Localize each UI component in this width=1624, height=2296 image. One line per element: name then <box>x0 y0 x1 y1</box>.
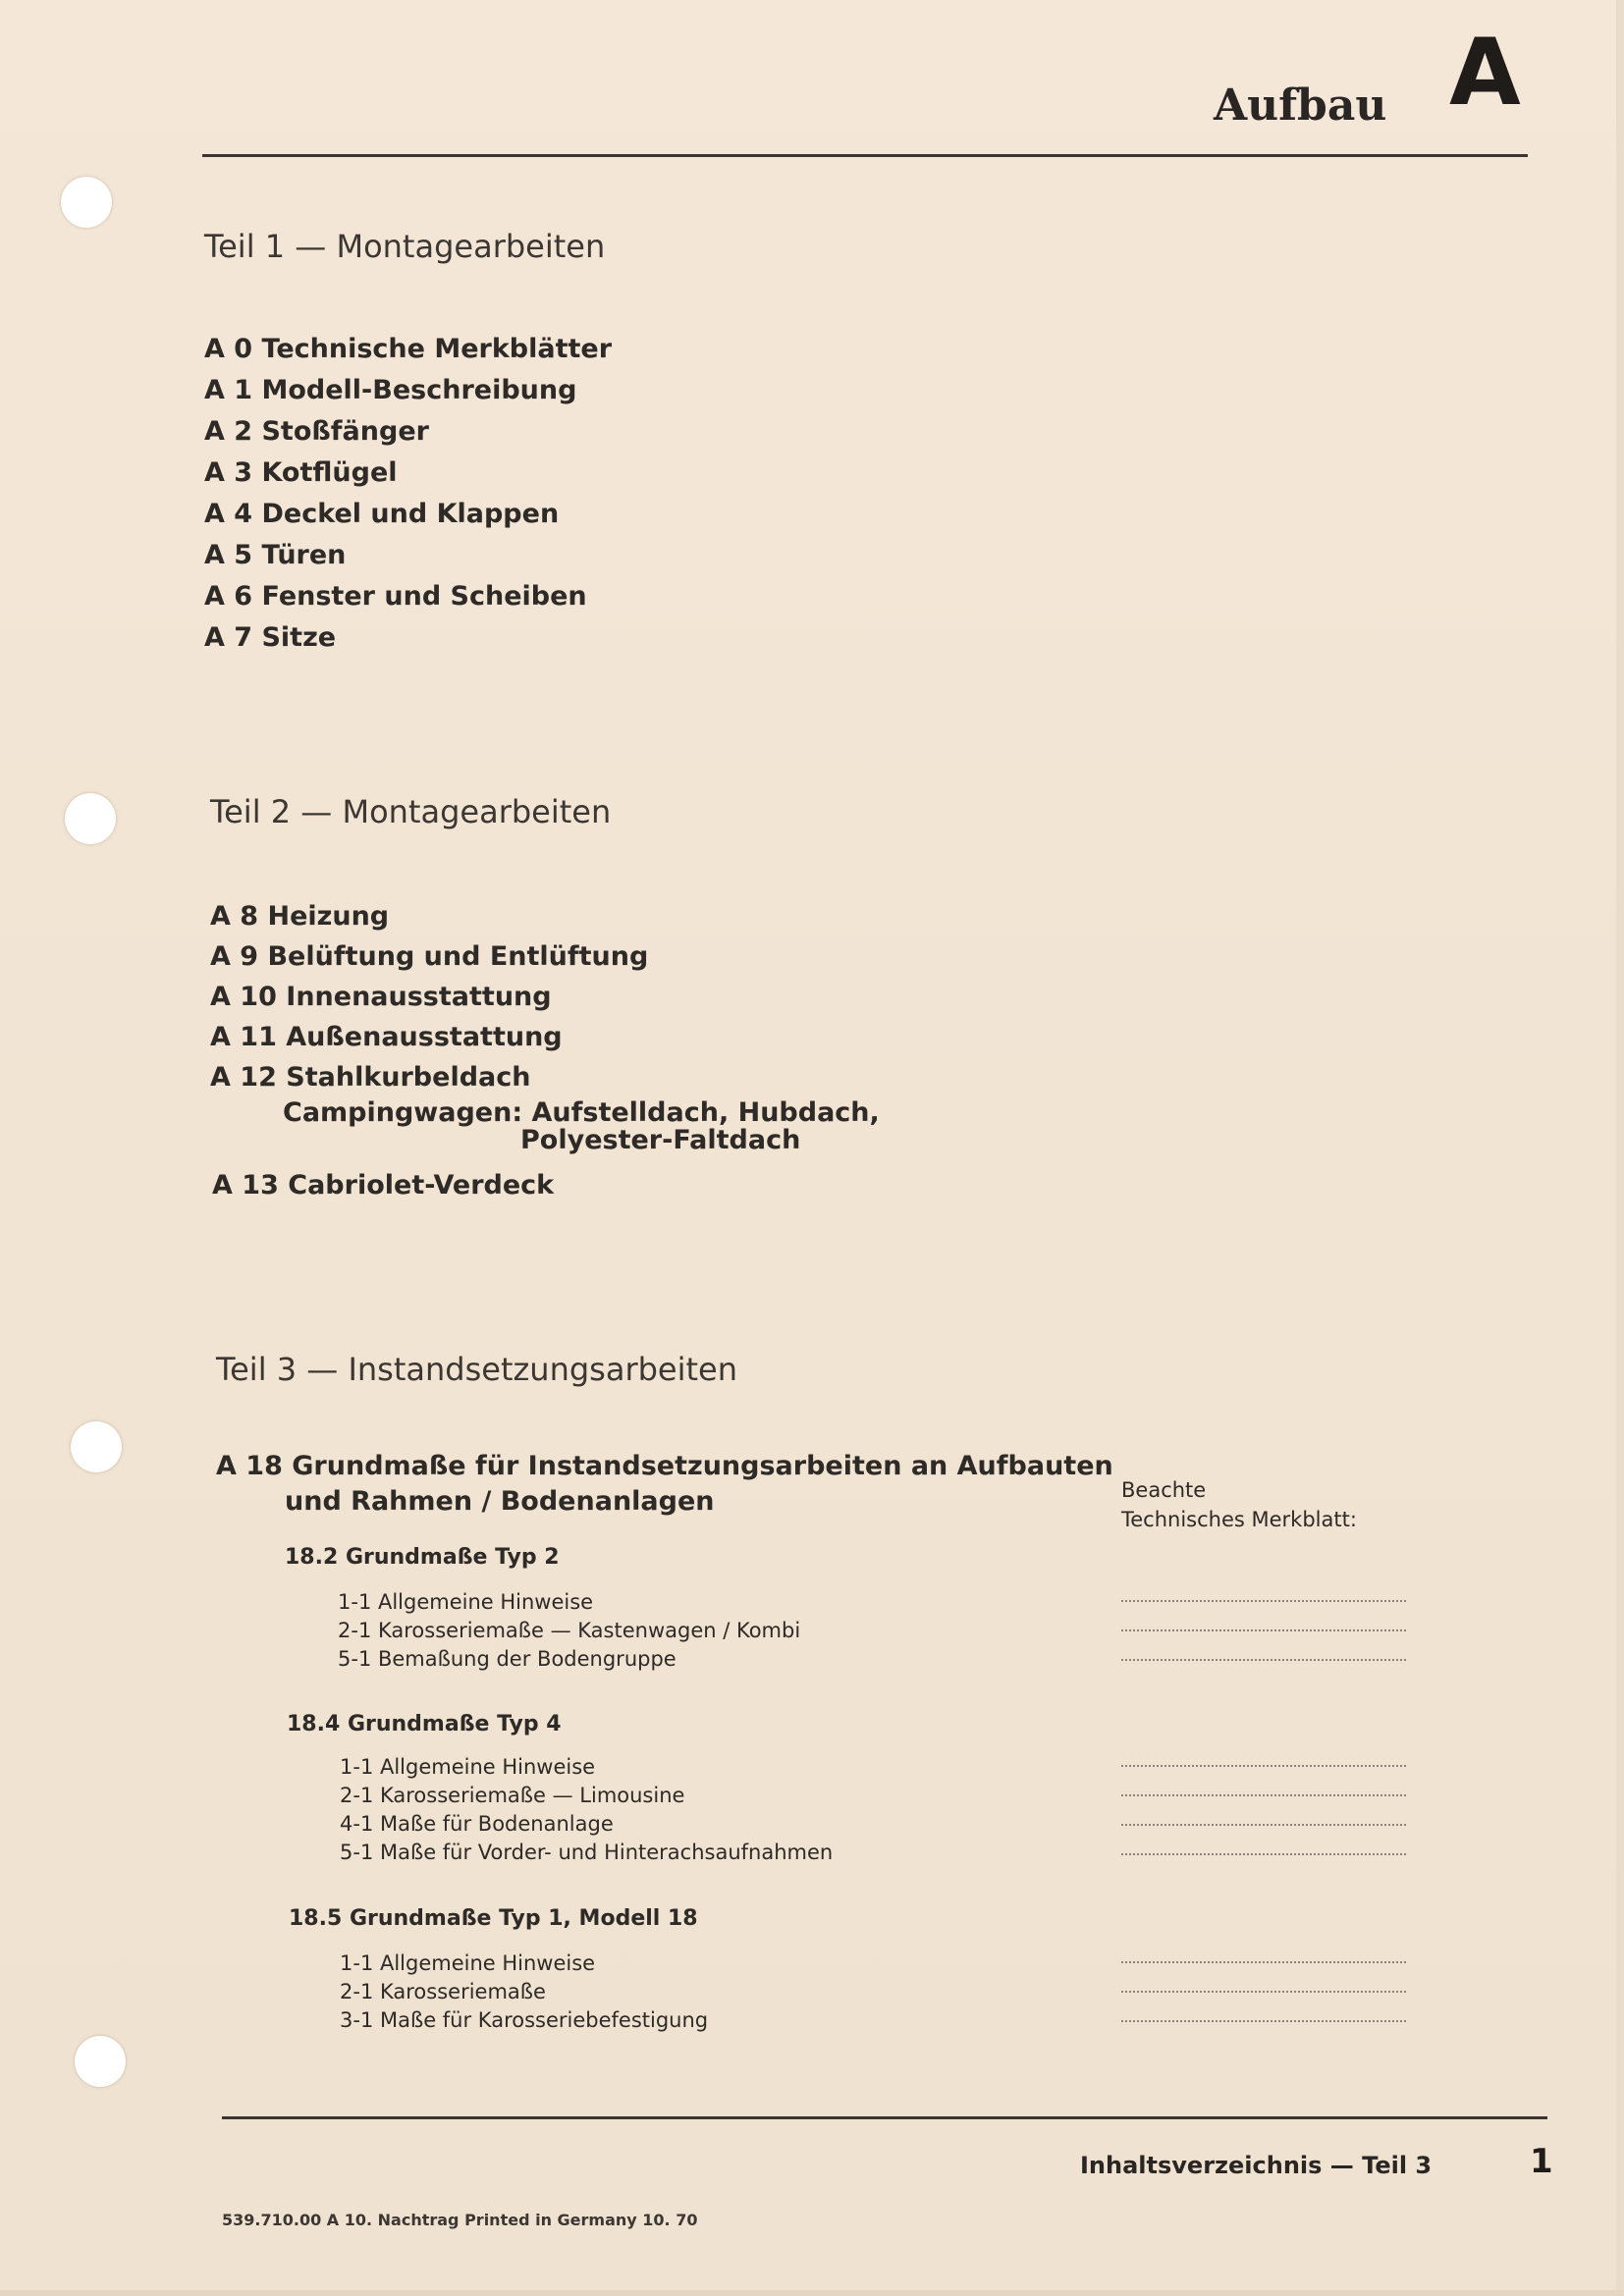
list-item: 1-1 Allgemeine Hinweise <box>340 1951 596 1975</box>
dotted-entry-line <box>1121 1629 1406 1631</box>
page-edge <box>0 2290 1624 2296</box>
list-item: 5-1 Bemaßung der Bodengruppe <box>338 1647 677 1671</box>
note-label: Beachte <box>1121 1478 1207 1502</box>
punch-hole <box>75 2036 126 2087</box>
part2-list <box>210 901 648 1102</box>
subsection-list <box>338 1590 800 1676</box>
part3-title: Teil 3 — Instandsetzungsarbeiten <box>216 1351 738 1388</box>
list-item: 1-1 Allgemeine Hinweise <box>338 1590 594 1614</box>
header-rule <box>202 154 1528 157</box>
toc-item: A 5 Türen <box>204 540 347 570</box>
part1-title: Teil 1 — Montagearbeiten <box>204 228 606 265</box>
campingwagen-line: Campingwagen: Aufstelldach, Hubdach, <box>283 1097 880 1128</box>
punch-hole <box>61 177 112 228</box>
page-edge <box>1616 0 1624 2296</box>
list-item: 2-1 Karosseriemaße — Limousine <box>340 1784 685 1807</box>
section-letter: A <box>1449 20 1521 127</box>
dotted-entry-line <box>1121 1824 1406 1826</box>
note-label: Technisches Merkblatt: <box>1121 1508 1357 1531</box>
toc-item: A 4 Deckel und Klappen <box>204 499 560 529</box>
subsection-heading: 18.5 Grundmaße Typ 1, Modell 18 <box>289 1906 698 1931</box>
toc-item: A 11 Außenausstattung <box>210 1022 563 1052</box>
subsection-heading: 18.2 Grundmaße Typ 2 <box>285 1545 560 1570</box>
subsection-heading: 18.4 Grundmaße Typ 4 <box>287 1712 562 1736</box>
footer-index-label: Inhaltsverzeichnis — Teil 3 <box>1080 2152 1433 2179</box>
toc-item: A 7 Sitze <box>204 622 337 653</box>
dotted-entry-line <box>1121 1991 1406 1993</box>
list-item: 3-1 Maße für Karosseriebefestigung <box>340 2008 709 2032</box>
toc-item: A 2 Stoßfänger <box>204 416 429 447</box>
footer-rule <box>222 2116 1547 2119</box>
list-item: 2-1 Karosseriemaße — Kastenwagen / Kombi <box>338 1619 801 1642</box>
toc-item: A 10 Innenausstattung <box>210 982 552 1012</box>
dotted-entry-line <box>1121 1853 1406 1855</box>
subsection-list <box>340 1951 708 2037</box>
list-item: 5-1 Maße für Vorder- und Hinterachsaufnahmen <box>340 1841 834 1864</box>
page-number: 1 <box>1530 2142 1553 2181</box>
list-item: 1-1 Allgemeine Hinweise <box>340 1755 596 1779</box>
punch-hole <box>71 1421 122 1472</box>
part2-title: Teil 2 — Montagearbeiten <box>210 793 612 830</box>
toc-item-a18: und Rahmen / Bodenanlagen <box>285 1486 715 1517</box>
toc-item: A 12 Stahlkurbeldach <box>210 1062 531 1093</box>
dotted-entry-line <box>1121 1600 1406 1602</box>
dotted-entry-line <box>1121 1765 1406 1767</box>
dotted-entry-line <box>1121 2020 1406 2022</box>
toc-item: A 3 Kotflügel <box>204 457 398 488</box>
subsection-list <box>340 1755 833 1869</box>
campingwagen-line: Polyester-Faltdach <box>520 1125 801 1155</box>
list-item: 4-1 Maße für Bodenanlage <box>340 1812 614 1836</box>
print-note: 539.710.00 A 10. Nachtrag Printed in Germany 10. 70 <box>222 2211 698 2229</box>
toc-item: A 6 Fenster und Scheiben <box>204 581 587 612</box>
section-title: Aufbau <box>1214 80 1387 131</box>
toc-item: A 1 Modell-Beschreibung <box>204 375 577 405</box>
toc-item: A 9 Belüftung und Entlüftung <box>210 941 649 972</box>
dotted-entry-line <box>1121 1659 1406 1661</box>
dotted-entry-line <box>1121 1794 1406 1796</box>
punch-hole <box>65 793 116 844</box>
toc-item-a18: A 18 Grundmaße für Instandsetzungsarbeiten an Aufbauten <box>216 1451 1113 1481</box>
list-item: 2-1 Karosseriemaße <box>340 1980 546 2003</box>
part1-list <box>204 334 612 664</box>
toc-item: A 13 Cabriolet-Verdeck <box>212 1170 555 1201</box>
dotted-entry-line <box>1121 1961 1406 1963</box>
toc-item: A 8 Heizung <box>210 901 390 932</box>
toc-item: A 0 Technische Merkblätter <box>204 334 613 364</box>
